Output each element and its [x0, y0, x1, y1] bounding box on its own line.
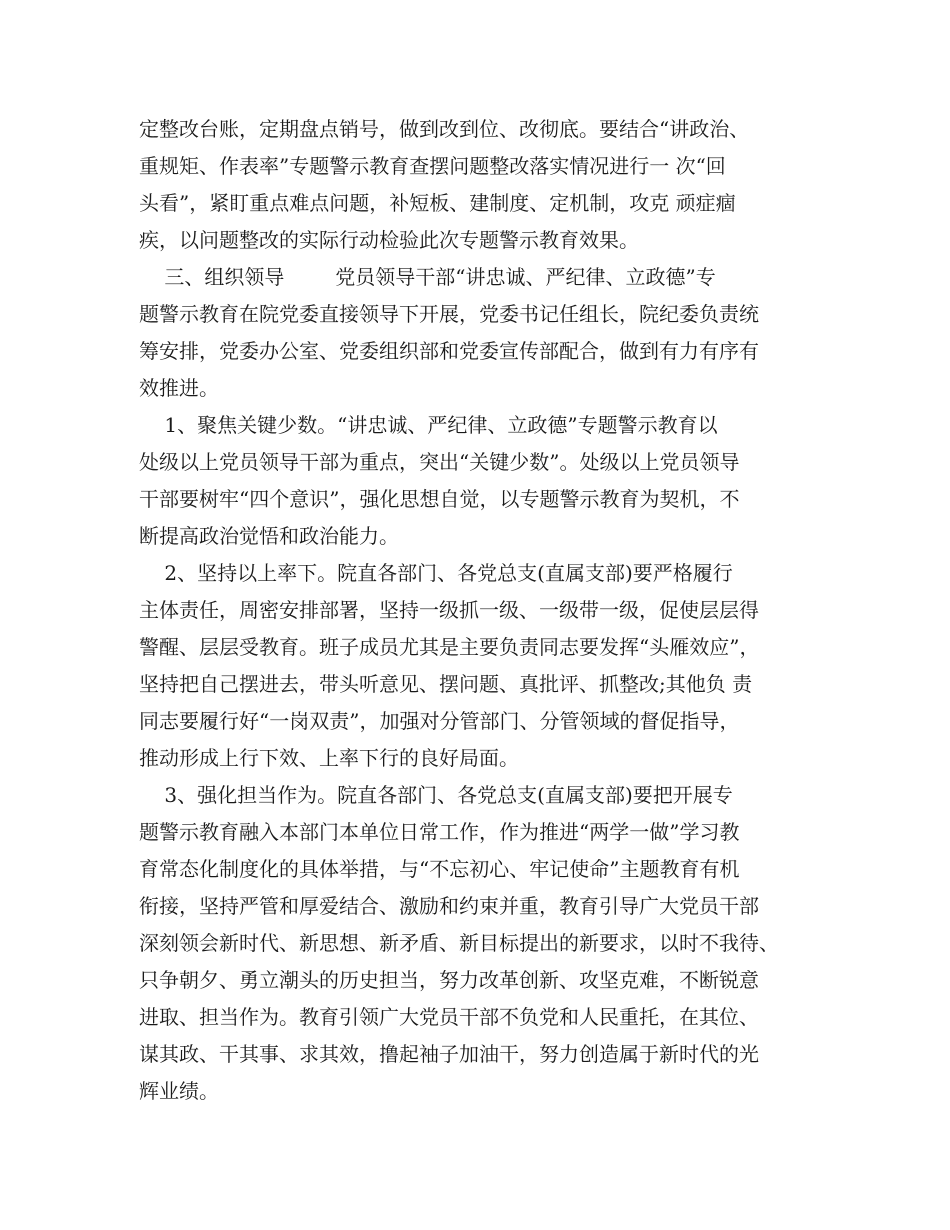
text-line: 推动形成上行下效、上率下行的良好局面。 [139, 746, 519, 770]
text-line: 坚持把自己摆进去，带头听意见、摆问题、真批评、抓整改;其他负 责 [139, 672, 753, 696]
text-line: 进取、担当作为。教育引领广大党员干部不负党和人民重托，在其位、 [139, 1005, 759, 1029]
text-line: 辉业绩。 [139, 1079, 219, 1103]
text-line: 同志要履行好“一岗双责”，加强对分管部门、分管领域的督促指导， [139, 709, 740, 733]
text-line: 只争朝夕、勇立潮头的历史担当，努力改革创新、攻坚克难，不断锐意 [139, 968, 759, 992]
text-line: 题警示教育在院党委直接领导下开展，党委书记任组长，院纪委负责统 [139, 302, 759, 326]
text-line: 衔接，坚持严管和厚爱结合、激励和约束并重，教育引导广大党员干部 [139, 894, 759, 918]
text-line: 处级以上党员领导干部为重点，突出“关键少数”。处级以上党员领导 [139, 450, 740, 474]
text-line: 谋其政、干其事、求其效，撸起袖子加油干，努力创造属于新时代的光 [139, 1042, 759, 1066]
text-line: 主体责任，周密安排部署，坚持一级抓一级、一级带一级，促使层层得 [139, 598, 759, 622]
item-2-line: 2、坚持以上率下。院直各部门、各党总支(直属支部)要严格履行 [139, 561, 733, 585]
text-line: 效推进。 [139, 376, 219, 400]
text-line: 重规矩、作表率”专题警示教育查摆问题整改落实情况进行一 次“回 [139, 154, 726, 178]
text-line: 警醒、层层受教育。班子成员尤其是主要负责同志要发挥“头雁效应”， [139, 635, 760, 659]
item-1-line: 1、聚焦关键少数。“讲忠诚、严纪律、立政德”专题警示教育以 [139, 413, 718, 437]
text-line: 育常态化制度化的具体举措，与“不忘初心、牢记使命”主题教育有机 [139, 857, 740, 881]
text-line: 头看”，紧盯重点难点问题，补短板、建制度、定机制，攻克 顽症痼 [139, 191, 736, 215]
text-line: 定整改台账，定期盘点销号，做到改到位、改彻底。要结合“讲政治、 [139, 117, 750, 141]
text-line: 干部要树牢“四个意识”，强化思想自觉，以专题警示教育为契机，不 [139, 487, 740, 511]
text-line: 断提高政治觉悟和政治能力。 [139, 524, 399, 548]
text-line: 疾，以问题整改的实际行动检验此次专题警示教育效果。 [139, 228, 639, 252]
text-line: 题警示教育融入本部门本单位日常工作，作为推进“两学一做”学习教 [139, 820, 740, 844]
section-heading-line: 三、组织领导 党员领导干部“讲忠诚、严纪律、立政德”专 [139, 265, 716, 289]
text-line: 深刻领会新时代、新思想、新矛盾、新目标提出的新要求，以时不我待、 [139, 931, 779, 955]
item-3-line: 3、强化担当作为。院直各部门、各党总支(直属支部)要把开展专 [139, 783, 733, 807]
document-body [139, 111, 829, 1110]
text-line: 筹安排，党委办公室、党委组织部和党委宣传部配合，做到有力有序有 [139, 339, 759, 363]
